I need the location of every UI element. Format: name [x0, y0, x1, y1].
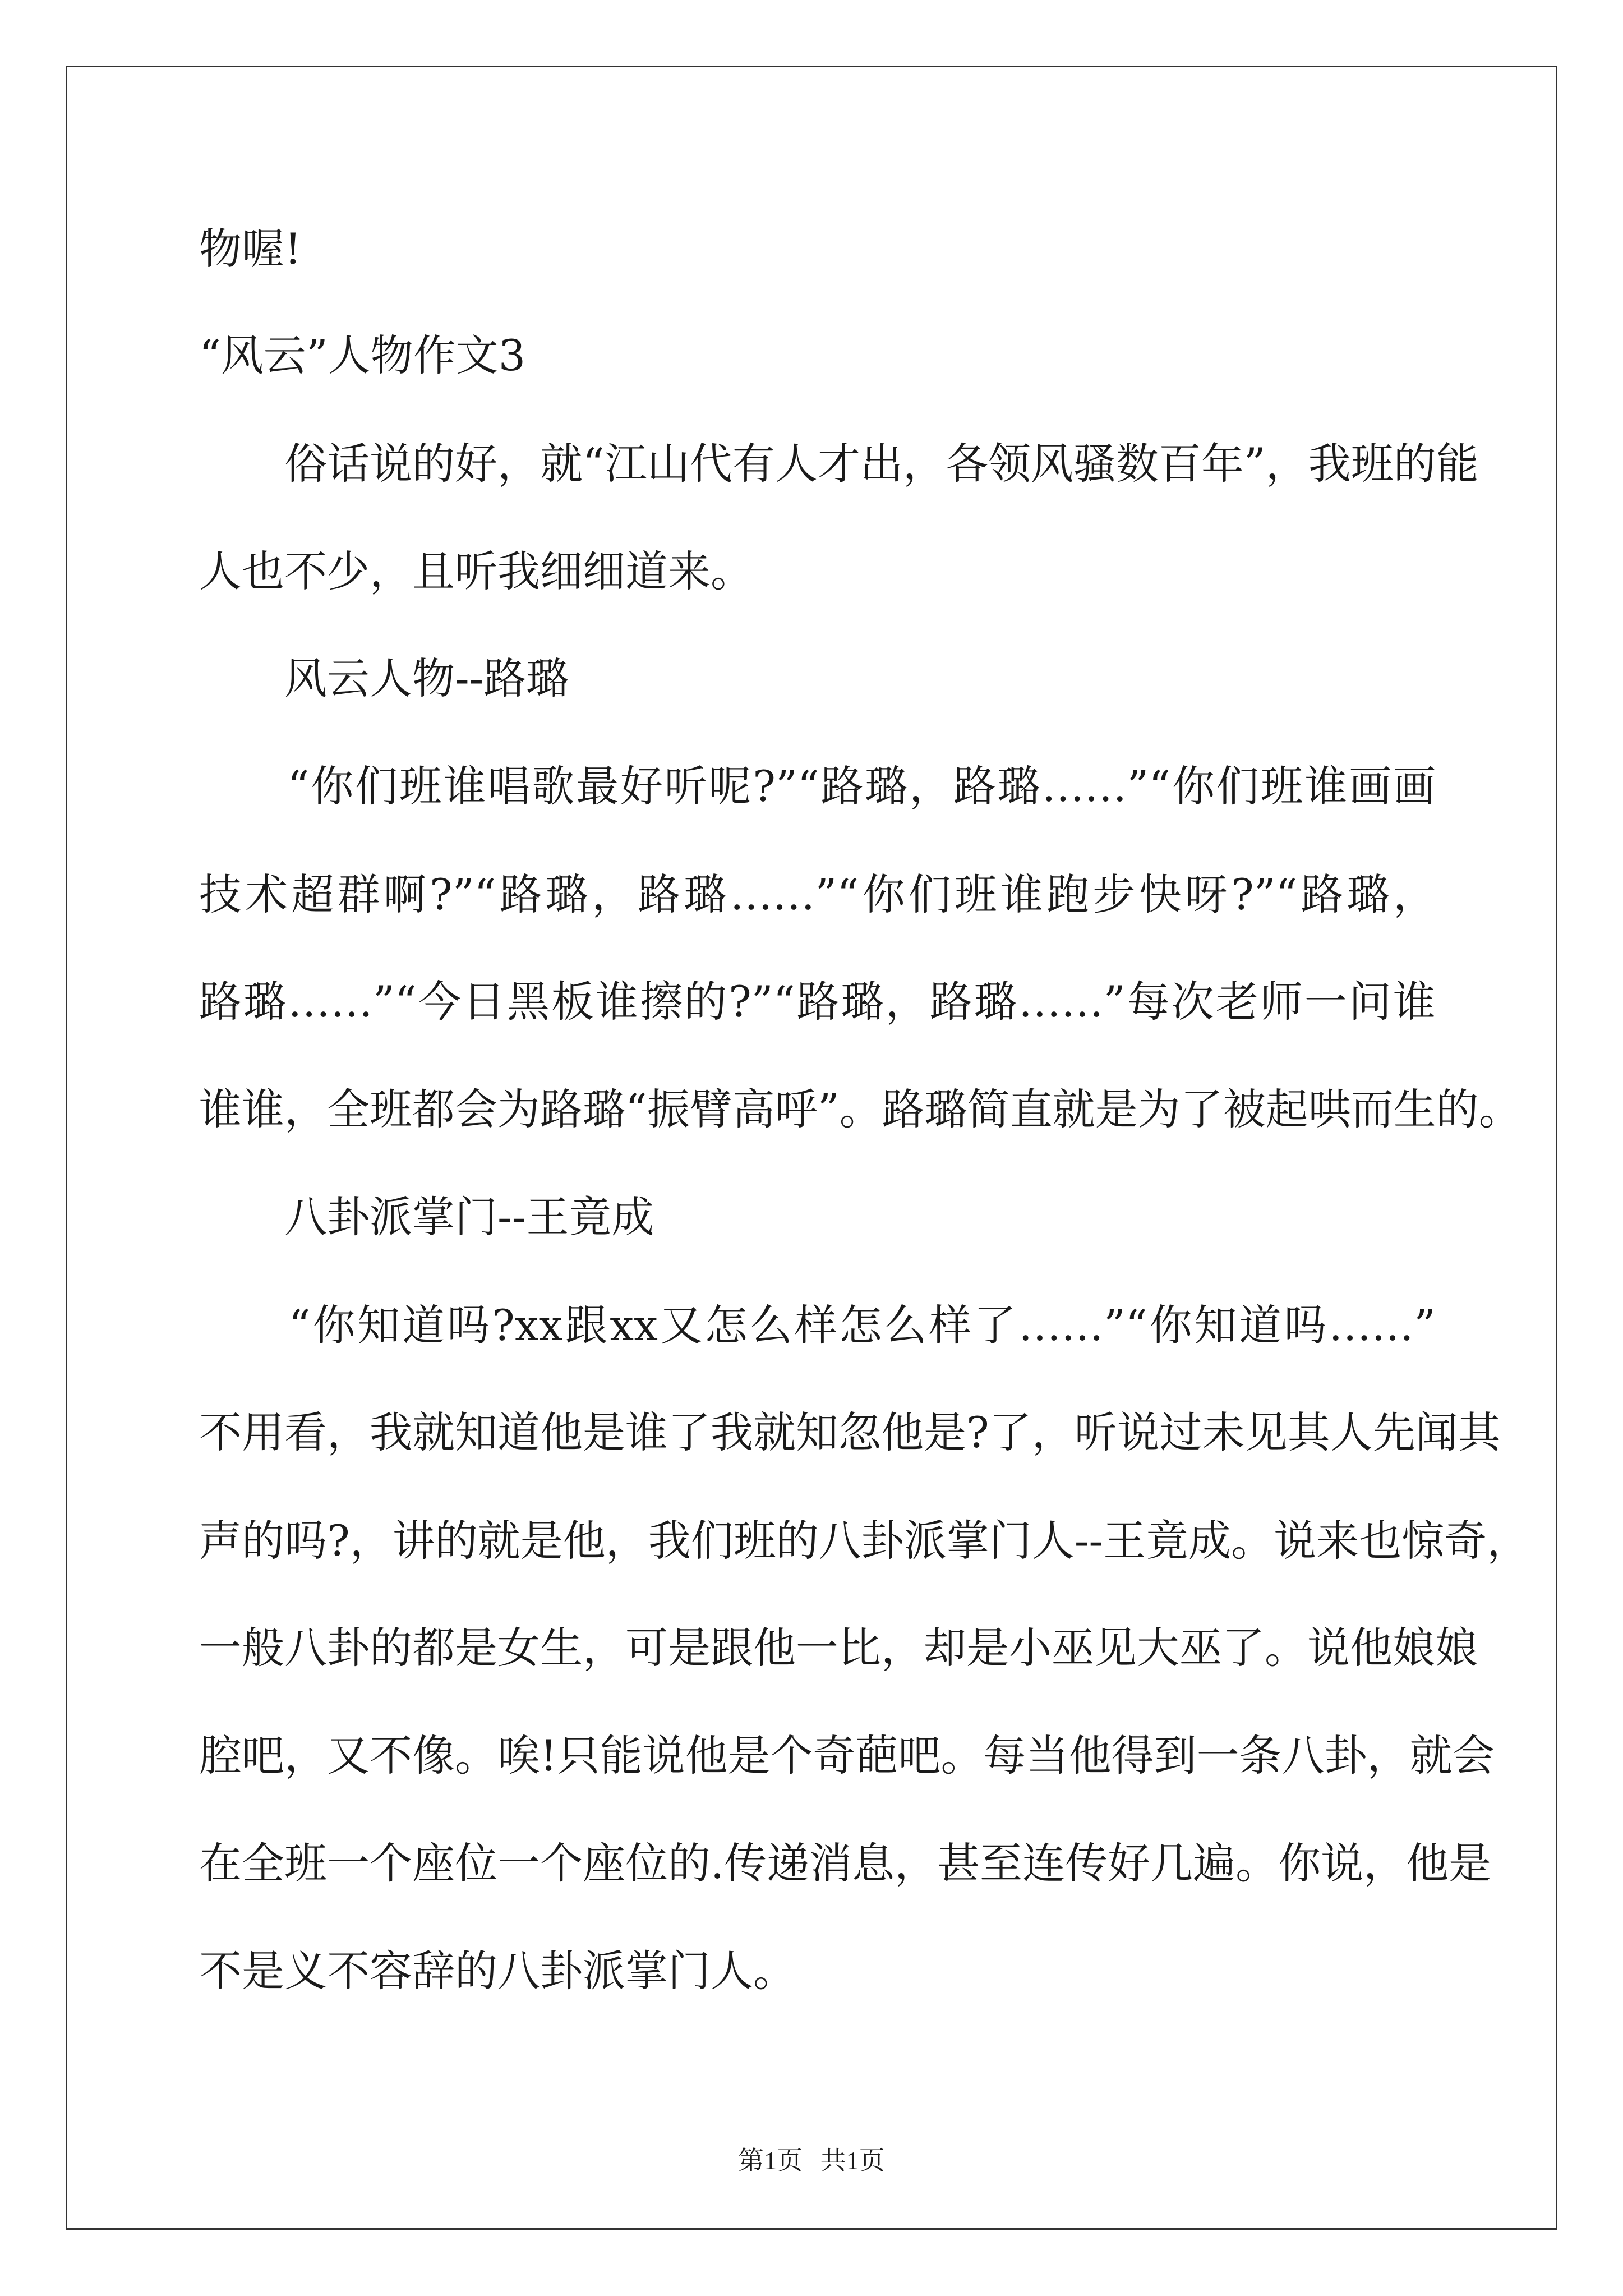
page-total: 共1页 [820, 2146, 885, 2175]
text-line: 腔吧，又不像。唉!只能说他是个奇葩吧。每当他得到一条八卦，就会 [199, 1731, 1495, 1780]
text-line: 不是义不容辞的八卦派掌门人。 [199, 1946, 796, 1996]
page-number: 第1页 [738, 2146, 803, 2175]
text-line: 技术超群啊?”“路璐，路璐……”“你们班谁跑步快呀?”“路璐， [199, 869, 1436, 919]
text-line: 在全班一个座位一个座位的.传递消息，甚至连传好几遍。你说，他是 [199, 1838, 1492, 1888]
text-line: 声的吗?，讲的就是他，我们班的八卦派掌门人--王竟成。说来也惊奇， [199, 1516, 1530, 1566]
text-line: 一般八卦的都是女生，可是跟他一比，却是小巫见大巫了。说他娘娘 [199, 1623, 1478, 1673]
text-line: 俗话说的好，就“江山代有人才出，各领风骚数百年”，我班的能 [199, 439, 1479, 489]
page-border [66, 66, 1557, 2230]
section-title: “风云”人物作文3 [199, 330, 526, 380]
subheading: 风云人物--路璐 [199, 654, 569, 703]
text-line: “你们班谁唱歌最好听呢?”“路璐，路璐……”“你们班谁画画 [199, 761, 1436, 811]
text-line: 物喔! [199, 224, 302, 274]
text-line: 人也不少，且听我细细道来。 [199, 546, 753, 596]
text-line: 谁谁，全班都会为路璐“振臂高呼”。路璐简直就是为了被起哄而生的。 [199, 1084, 1521, 1134]
text-line: 路璐……”“今日黑板谁擦的?”“路璐，路璐……”每次老师一问谁 [199, 977, 1436, 1027]
subheading: 八卦派掌门--王竟成 [199, 1192, 654, 1242]
page-footer [0, 2144, 1623, 2178]
text-line: 不用看，我就知道他是谁了我就知忽他是?了，听说过未见其人先闻其 [199, 1407, 1501, 1457]
text-line: “你知道吗?xx跟xx又怎么样怎么样了……”“你知道吗……” [199, 1300, 1436, 1350]
